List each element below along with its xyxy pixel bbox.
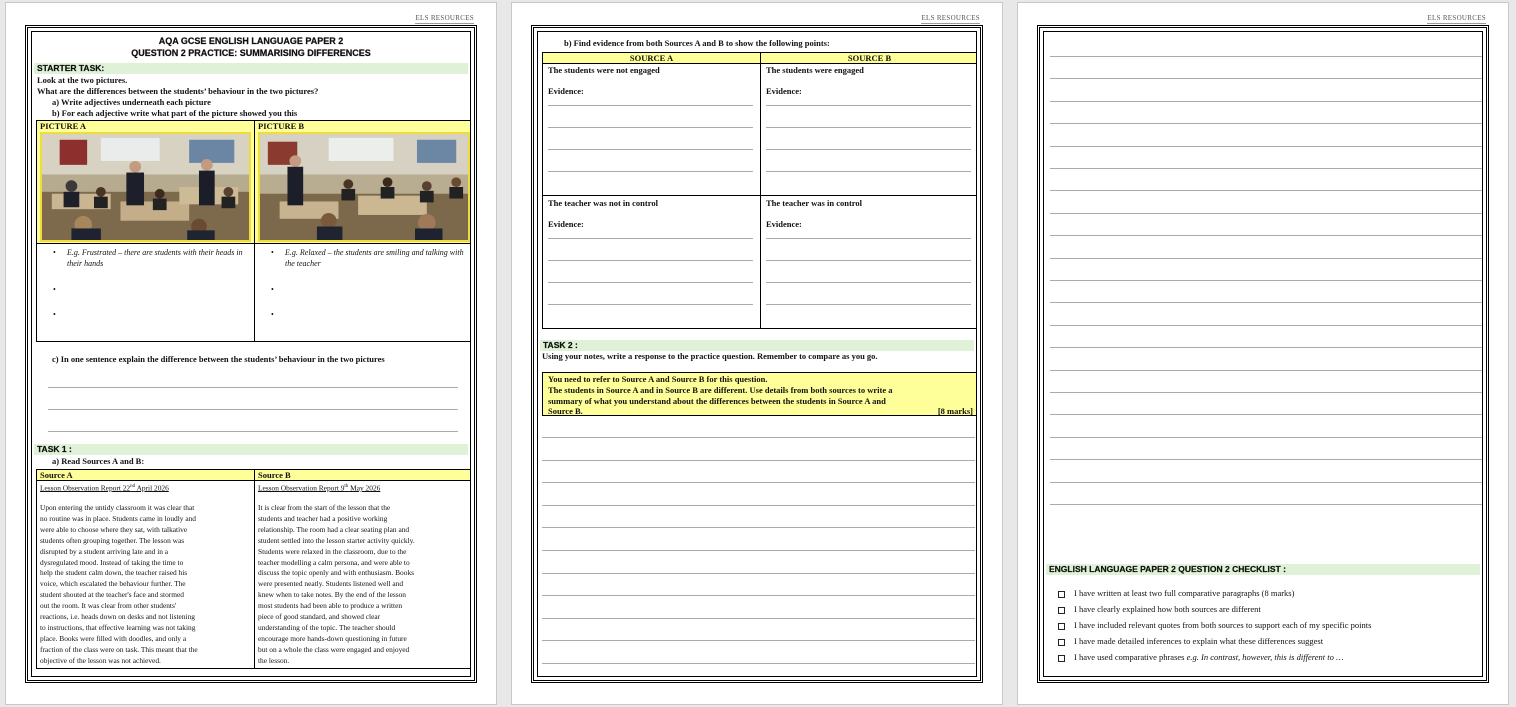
picture-a-label: PICTURE A bbox=[40, 121, 87, 131]
source-a-title: Lesson Observation Report 22nd April 2026 bbox=[40, 483, 169, 493]
checklist-item[interactable]: I have used comparative phrases e.g. In contrast, however, this is different to … bbox=[1058, 652, 1344, 663]
source-b-label: Source B bbox=[258, 470, 291, 480]
picture-b-image bbox=[258, 132, 470, 242]
source-text-line: help the student calm down, the teacher raised his bbox=[40, 568, 188, 578]
answer-line[interactable] bbox=[548, 105, 753, 106]
answer-line[interactable] bbox=[542, 640, 975, 641]
answer-line[interactable] bbox=[548, 171, 753, 172]
answer-line[interactable] bbox=[48, 409, 458, 410]
source-text-line: students often grouping together. The lesson was bbox=[40, 535, 185, 545]
answer-line[interactable] bbox=[1050, 437, 1483, 438]
answer-line[interactable] bbox=[1050, 78, 1483, 79]
task1-heading: TASK 1 : bbox=[34, 444, 468, 455]
source-text-line: discuss the topic openly and with enthusiasm. Books bbox=[258, 568, 415, 578]
answer-line[interactable] bbox=[766, 238, 971, 239]
worksheet-title bbox=[32, 35, 470, 59]
starter-line-2: What are the differences between the students’ behaviour in the two pictures? bbox=[37, 86, 319, 96]
box-line-1: You need to refer to Source A and Source B for this question. bbox=[548, 374, 768, 384]
answer-line[interactable] bbox=[766, 260, 971, 261]
answer-line[interactable] bbox=[1050, 101, 1483, 102]
source-a-text bbox=[40, 503, 252, 667]
source-text-line: dysregulated mood. Instead of taking the time to bbox=[40, 557, 184, 567]
answer-line[interactable] bbox=[48, 431, 458, 432]
answer-line[interactable] bbox=[1050, 56, 1483, 57]
page-3 bbox=[1017, 2, 1509, 705]
source-text-line: Upon entering the untidy classroom it was clear that bbox=[40, 503, 195, 512]
source-text-line: out the room. It was clear from other students' bbox=[40, 601, 177, 611]
answer-line[interactable] bbox=[1050, 347, 1483, 348]
source-text-line: knew when to take notes. By the end of the lesson bbox=[258, 590, 406, 600]
answer-line[interactable] bbox=[548, 304, 753, 305]
source-b-title: Lesson Observation Report 9th May 2026 bbox=[258, 483, 381, 493]
source-text-line: encourage more hands-down questioning in future bbox=[258, 633, 407, 643]
task1-instruction-a: a) Read Sources A and B: bbox=[52, 456, 145, 466]
answer-line[interactable] bbox=[1050, 302, 1483, 303]
header-label: ELS RESOURCES bbox=[1427, 14, 1486, 22]
source-text-line: most students had been able to produce a written bbox=[258, 601, 403, 611]
answer-line[interactable] bbox=[548, 282, 753, 283]
source-text-line: to instructions, that effective learning was not taking bbox=[40, 622, 196, 632]
row2-point-b: The teacher was in control bbox=[766, 198, 863, 208]
answer-line[interactable] bbox=[1050, 190, 1483, 191]
task2-heading: TASK 2 : bbox=[540, 340, 974, 351]
source-text-line: no routine was in place. Students came in loudly and bbox=[40, 513, 196, 523]
answer-line[interactable] bbox=[548, 127, 753, 128]
source-text-line: but on a whole the class were engaged and enjoyed bbox=[258, 644, 410, 654]
source-b-text bbox=[258, 503, 470, 667]
picture-a-image bbox=[40, 132, 251, 242]
answer-line[interactable] bbox=[542, 618, 975, 619]
starter-instruction-a: a) Write adjectives underneath each picture bbox=[52, 97, 211, 107]
box-line-2: The students in Source A and in Source B are different. Use details from both sources to write a bbox=[548, 384, 893, 395]
sources-table bbox=[36, 469, 471, 669]
source-text-line: fraction of the class were on task. This meant that the bbox=[40, 644, 198, 654]
checklist-item[interactable]: I have written at least two full comparative paragraphs (8 marks) bbox=[1058, 588, 1294, 599]
page-2 bbox=[511, 2, 1003, 705]
answer-line[interactable] bbox=[542, 550, 975, 551]
answer-line[interactable] bbox=[766, 304, 971, 305]
answer-line[interactable] bbox=[542, 505, 975, 506]
source-text-line: student settled into the lesson starter activity quickly. bbox=[258, 535, 415, 545]
starter-instruction-b: b) For each adjective write what part of the picture showed you this bbox=[52, 108, 298, 118]
pictures-table bbox=[36, 120, 471, 342]
question-b: b) Find evidence from both Sources A and B to show the following points: bbox=[564, 38, 830, 48]
header-label: ELS RESOURCES bbox=[415, 14, 474, 22]
answer-line[interactable] bbox=[766, 149, 971, 150]
source-text-line: place. Books were filled with doodles, and only a bbox=[40, 633, 187, 643]
source-text-line: objective of the lesson was not achieved. bbox=[40, 655, 161, 665]
starter-heading: STARTER TASK: bbox=[34, 63, 468, 74]
answer-line[interactable] bbox=[1050, 213, 1483, 214]
answer-line[interactable] bbox=[1050, 235, 1483, 236]
checklist-item[interactable]: I have clearly explained how both sources are different bbox=[1058, 604, 1261, 615]
answer-line[interactable] bbox=[766, 282, 971, 283]
answer-line[interactable] bbox=[1050, 504, 1483, 505]
source-text-line: students and teacher had a positive working bbox=[258, 513, 388, 523]
evidence-label: Evidence: bbox=[548, 86, 584, 96]
source-text-line: It is clear from the start of the lesson that the bbox=[258, 503, 391, 512]
task2-text: Using your notes, write a response to the practice question. Remember to compare as you go. bbox=[542, 351, 878, 361]
source-text-line: disrupted by a student arriving late and in a bbox=[40, 546, 169, 556]
source-text-line: voice, which escalated the behaviour further. The bbox=[40, 579, 186, 589]
answer-line[interactable] bbox=[1050, 168, 1483, 169]
source-text-line: the lesson. bbox=[258, 655, 290, 665]
source-text-line: reactions, i.e. heads down on desks and not listening bbox=[40, 612, 195, 622]
source-text-line: Students were relaxed in the classroom, due to the bbox=[258, 546, 407, 556]
answer-line[interactable] bbox=[48, 387, 458, 388]
answer-line[interactable] bbox=[1050, 146, 1483, 147]
row1-point-b: The students were engaged bbox=[766, 65, 864, 75]
row1-point-a: The students were not engaged bbox=[548, 65, 660, 75]
answer-line[interactable] bbox=[1050, 325, 1483, 326]
box-line-3: summary of what you understand about the differences between the students in Source A and bbox=[548, 395, 886, 406]
answer-line[interactable] bbox=[766, 105, 971, 106]
col-source-a: SOURCE A bbox=[629, 53, 674, 63]
source-text-line: were able to choose where they sat, with talkative bbox=[40, 524, 188, 534]
evidence-label: Evidence: bbox=[548, 219, 584, 229]
practice-question-box bbox=[542, 372, 977, 416]
page-1 bbox=[5, 2, 497, 705]
answer-line[interactable] bbox=[542, 573, 975, 574]
source-text-line: teacher modelling a calm persona, and were able to bbox=[258, 557, 410, 567]
answer-line[interactable] bbox=[1050, 370, 1483, 371]
checklist-item[interactable]: I have made detailed inferences to explain what these differences suggest bbox=[1058, 636, 1323, 647]
header-label: ELS RESOURCES bbox=[921, 14, 980, 22]
example-adjective-a: • E.g. Frustrated – there are students with their heads in their hands bbox=[67, 248, 249, 269]
marks-label: [8 marks] bbox=[937, 406, 973, 417]
page-frame bbox=[531, 25, 983, 683]
answer-line[interactable] bbox=[542, 663, 975, 664]
answer-line[interactable] bbox=[1050, 459, 1483, 460]
source-text-line: relationship. The room had a clear seating plan and bbox=[258, 524, 410, 534]
answer-line[interactable] bbox=[542, 595, 975, 596]
evidence-label: Evidence: bbox=[766, 86, 802, 96]
checklist-item[interactable]: I have included relevant quotes from both sources to support each of my specific points bbox=[1058, 620, 1371, 631]
title-line-1: AQA GCSE ENGLISH LANGUAGE PAPER 2 bbox=[158, 36, 344, 46]
evidence-label: Evidence: bbox=[766, 219, 802, 229]
answer-line[interactable] bbox=[1050, 392, 1483, 393]
source-a-label: Source A bbox=[40, 470, 73, 480]
answer-line[interactable] bbox=[548, 260, 753, 261]
answer-line[interactable] bbox=[1050, 482, 1483, 483]
checklist-heading: ENGLISH LANGUAGE PAPER 2 QUESTION 2 CHECKLIST : bbox=[1046, 564, 1480, 575]
answer-line[interactable] bbox=[548, 238, 753, 239]
answer-line[interactable] bbox=[1050, 258, 1483, 259]
answer-line[interactable] bbox=[766, 171, 971, 172]
starter-line-1: Look at the two pictures. bbox=[37, 75, 128, 85]
answer-line[interactable] bbox=[548, 149, 753, 150]
answer-line[interactable] bbox=[542, 437, 975, 438]
source-text-line: student shouted at the teacher's face and stormed bbox=[40, 590, 184, 600]
col-source-b: SOURCE B bbox=[847, 53, 892, 63]
question-c: c) In one sentence explain the difference between the students’ behaviour in the two pictures bbox=[52, 354, 385, 364]
answer-line[interactable] bbox=[1050, 414, 1483, 415]
page-frame bbox=[1037, 25, 1489, 683]
row2-point-a: The teacher was not in control bbox=[548, 198, 658, 208]
example-adjective-b: • E.g. Relaxed – the students are smiling and talking with the teacher bbox=[285, 248, 467, 269]
answer-line[interactable] bbox=[766, 127, 971, 128]
page-frame bbox=[25, 25, 477, 683]
answer-line[interactable] bbox=[1050, 280, 1483, 281]
answer-line[interactable] bbox=[542, 460, 975, 461]
source-text-line: piece of good standard, and showed clear bbox=[258, 612, 381, 622]
source-text-line: understanding of the topic. The teacher should bbox=[258, 622, 396, 632]
box-line-4: Source B. [8 marks] bbox=[548, 406, 973, 417]
source-text-line: were presented neatly. Students listened well and bbox=[258, 579, 404, 589]
answer-line[interactable] bbox=[542, 527, 975, 528]
title-line-2: QUESTION 2 PRACTICE: SUMMARISING DIFFERENCES bbox=[131, 48, 371, 58]
evidence-table bbox=[542, 52, 977, 329]
picture-b-label: PICTURE B bbox=[258, 121, 305, 131]
answer-line[interactable] bbox=[1050, 123, 1483, 124]
answer-line[interactable] bbox=[542, 482, 975, 483]
